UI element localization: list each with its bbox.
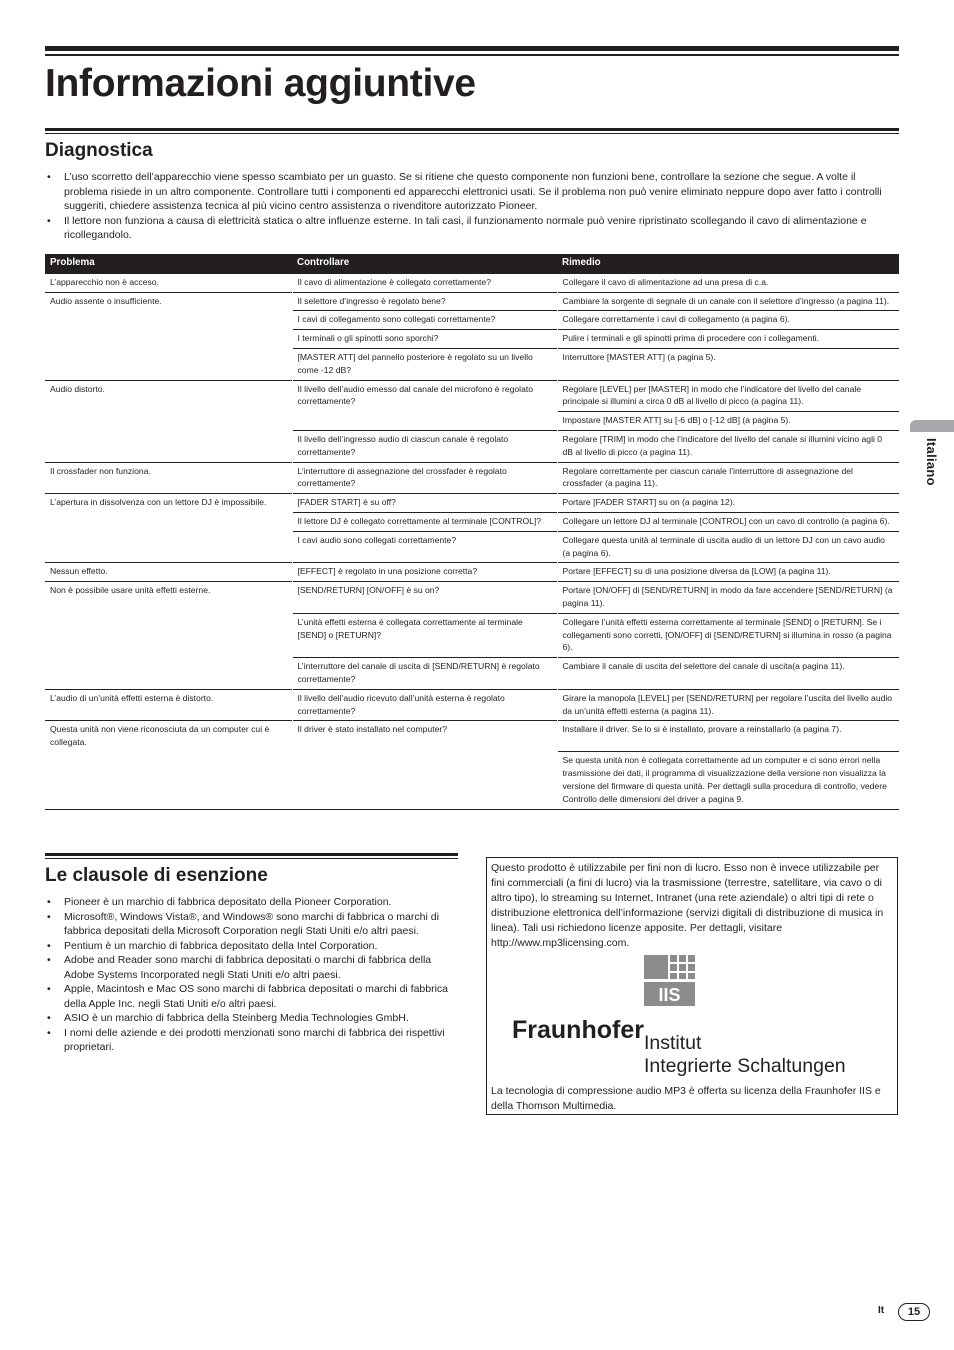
license-box xyxy=(486,857,898,1115)
table-row xyxy=(45,752,899,809)
check-cell: Il livello dell’audio emesso dal canale del microfono è regolato correttamente? xyxy=(292,380,557,412)
problem-cell xyxy=(45,430,292,462)
problem-cell xyxy=(45,412,292,431)
check-cell: L’interruttore di assegnazione del crossfader è regolato correttamente? xyxy=(292,462,557,494)
check-cell: [SEND/RETURN] [ON/OFF] è su on? xyxy=(292,582,557,614)
remedy-cell: Interruttore [MASTER ATT] (a pagina 5). xyxy=(557,348,899,380)
diagnostics-bullet: • L’uso scorretto dell’apparecchio viene spesso scambiato per un guasto. Se si ritiene che questo componente non funzioni bene, controllare la sezione che segue. A volte il problema risiede in un altro componente. Controllare tutti i componenti ed apparecchi elettronici usati. Se il problema non può venire eliminato neppure dopo aver fatto i controlli suggeriti, chiedere assistenza tecnica al più vicino centro assistenza o rivenditore autorizzato Pioneer. xyxy=(45,170,885,214)
problem-cell: L’apertura in dissolvenza con un lettore DJ è impossibile. xyxy=(45,494,292,513)
problem-cell: L’audio di un’unità effetti esterna è distorto. xyxy=(45,689,292,721)
institute-line-2: Integrierte Schaltungen xyxy=(644,1055,846,1077)
table-row xyxy=(45,689,899,721)
check-cell: [FADER START] è su off? xyxy=(292,494,557,513)
check-cell: L’interruttore del canale di uscita di [SEND/RETURN] è regolato correttamente? xyxy=(292,658,557,690)
remedy-cell: Girare la manopola [LEVEL] per [SEND/RETURN] per regolare l’uscita del livello audio da un’unità effetti esterna (a pagina 11). xyxy=(557,689,899,721)
table-row xyxy=(45,292,899,311)
check-cell: Il cavo di alimentazione è collegato correttamente? xyxy=(292,273,557,292)
disclaimer-bullet: • Pentium è un marchio di fabbrica depositato della Intel Corporation. xyxy=(45,939,460,954)
remedy-cell: Collegare un lettore DJ al terminale [CONTROL] con un cavo di controllo (a pagina 6). xyxy=(557,512,899,531)
check-cell: I cavi audio sono collegati correttamente? xyxy=(292,531,557,563)
diagnostics-title: Diagnostica xyxy=(45,140,153,161)
section-rule-thick xyxy=(45,128,899,131)
table-row xyxy=(45,531,899,563)
page-number: 15 xyxy=(898,1303,930,1321)
table-row xyxy=(45,430,899,462)
remedy-cell: Portare [EFFECT] su di una posizione diversa da [LOW] (a pagina 11). xyxy=(557,563,899,582)
remedy-cell: Cambiare il canale di uscita del selettore del canale di uscita(a pagina 11). xyxy=(557,658,899,690)
problem-cell: Audio distorto. xyxy=(45,380,292,412)
problem-cell: Non è possibile usare unità effetti esterne. xyxy=(45,582,292,614)
disclaimer-bullet: • ASIO è un marchio di fabbrica della Steinberg Media Technologies GmbH. xyxy=(45,1011,460,1026)
problem-cell xyxy=(45,348,292,380)
check-cell xyxy=(292,752,557,809)
table-body xyxy=(45,273,899,809)
disclaimer-bullet: • Microsoft®, Windows Vista®, and Windows® sono marchi di fabbrica o marchi di fabbrica depositati della Microsoft Corporation negli Stati Uniti e/o altri paesi. xyxy=(45,910,460,939)
disclaimer-bullet: • Pioneer è un marchio di fabbrica depositato della Pioneer Corporation. xyxy=(45,895,460,910)
remedy-cell: Collegare l’unità effetti esterna correttamente al terminale [SEND] o [RETURN]. Se i collegamenti sono corretti, [ON/OFF] di [SEND/RETURN] si illumina in rosso (a pagina 6). xyxy=(557,613,899,657)
check-cell: I cavi di collegamento sono collegati correttamente? xyxy=(292,311,557,330)
remedy-cell: Collegare il cavo di alimentazione ad una presa di c.a. xyxy=(557,273,899,292)
institute-line-1: Institut xyxy=(644,1032,702,1054)
check-cell xyxy=(292,412,557,431)
remedy-cell: Regolare [LEVEL] per [MASTER] in modo che l’indicatore del livello del canale principale si illumini a circa 0 dB al livello di picco (a pagina 11). xyxy=(557,380,899,412)
problem-cell: Nessun effetto. xyxy=(45,563,292,582)
remedy-cell: Portare [FADER START] su on (a pagina 12). xyxy=(557,494,899,513)
disclaimer-bullets xyxy=(45,895,460,1055)
table-row xyxy=(45,582,899,614)
table-row xyxy=(45,658,899,690)
disclaimer-title: Le clausole di esenzione xyxy=(45,865,268,886)
table-row xyxy=(45,412,899,431)
table-row xyxy=(45,563,899,582)
check-cell: [EFFECT] è regolato in una posizione corretta? xyxy=(292,563,557,582)
remedy-cell: Cambiare la sorgente di segnale di un canale con il selettore d’ingresso (a pagina 11). xyxy=(557,292,899,311)
table-row xyxy=(45,721,899,752)
table-row xyxy=(45,613,899,657)
disclaimer-bullet: • Adobe and Reader sono marchi di fabbrica depositati o marchi di fabbrica della Adobe Systems Incorporated negli Stati Uniti e/o altri paesi. xyxy=(45,953,460,982)
problem-cell xyxy=(45,658,292,690)
check-cell: Il livello dell’ingresso audio di ciascun canale è regolato correttamente? xyxy=(292,430,557,462)
table-row xyxy=(45,512,899,531)
check-cell: Il driver è stato installato nel computer? xyxy=(292,721,557,752)
check-cell: Il selettore d’ingresso è regolato bene? xyxy=(292,292,557,311)
language-tab-label: Italiano xyxy=(924,438,939,486)
check-cell: Il livello dell’audio ricevuto dall’unità esterna è regolato correttamente? xyxy=(292,689,557,721)
problem-cell xyxy=(45,752,292,809)
remedy-cell: Installare il driver. Se lo si è installato, provare a reinstallarlo (a pagina 7). xyxy=(557,721,899,752)
disclaimer-bullet: • Apple, Macintosh e Mac OS sono marchi di fabbrica depositati o marchi di fabbrica della Apple Inc. negli Stati Uniti e/o altri paesi. xyxy=(45,982,460,1011)
remedy-cell: Portare [ON/OFF] di [SEND/RETURN] in modo da fare accendere [SEND/RETURN] (a pagina 11). xyxy=(557,582,899,614)
table-row xyxy=(45,311,899,330)
check-cell: I terminali o gli spinotti sono sporchi? xyxy=(292,330,557,349)
top-rule-thin xyxy=(45,54,899,56)
remedy-cell: Pulire i terminali e gli spinotti prima di procedere con i collegamenti. xyxy=(557,330,899,349)
problem-cell: Questa unità non viene riconosciuta da un computer cui è collegata. xyxy=(45,721,292,752)
check-cell: [MASTER ATT] del pannello posteriore è regolato su un livello come -12 dB? xyxy=(292,348,557,380)
license-footer: La tecnologia di compressione audio MP3 è offerta su licenza della Fraunhofer IIS e della Thomson Multimedia. xyxy=(491,1085,881,1112)
header-remedy: Rimedio xyxy=(557,254,899,273)
language-tab-marker xyxy=(910,420,954,432)
disclaimer-bullet: • I nomi delle aziende e dei prodotti menzionati sono marchi di fabbrica dei rispettivi proprietari. xyxy=(45,1026,460,1055)
license-text: Questo prodotto è utilizzabile per fini non di lucro. Esso non è invece utilizzabile per fini commerciali (a fini di lucro) via la trasmissione (terrestre, satellitare, via cavo o di altro tipo), lo streaming su Internet, Intranet (una rete aziendale) o altri tipi di rete o distribuzione elettronica dell’informazione (servizi digitali di distribuzione di musica in linea). Tali usi richiedono licenze apposite. Per dettagli, visitare http://www.mp3licensing.com. xyxy=(491,862,884,949)
problem-cell: Il crossfader non funziona. xyxy=(45,462,292,494)
iis-logo xyxy=(644,955,696,1007)
remedy-cell: Se questa unità non è collegata correttamente ad un computer e ci sono errori nella trasmissione dei dati, il programma di visualizzazione della versione non visualizza la versione del firmware di questa unità. Per dettagli sulla procedura di controllo, vedere Controllo delle dimensioni del driver a pagina 9. xyxy=(557,752,899,809)
disclaimer-rule-thick xyxy=(45,853,458,856)
problem-cell xyxy=(45,613,292,657)
fraunhofer-wordmark: Fraunhofer xyxy=(512,1016,644,1044)
diagnostics-bullets xyxy=(45,170,885,243)
diagnostics-table xyxy=(45,254,899,810)
table-row xyxy=(45,462,899,494)
header-check: Controllare xyxy=(292,254,557,273)
table-row xyxy=(45,380,899,412)
table-row xyxy=(45,494,899,513)
header-problem: Problema xyxy=(45,254,292,273)
check-cell: L’unità effetti esterna è collegata correttamente al terminale [SEND] o [RETURN]? xyxy=(292,613,557,657)
page-title: Informazioni aggiuntive xyxy=(45,62,476,105)
table-row xyxy=(45,348,899,380)
problem-cell xyxy=(45,512,292,531)
remedy-cell: Collegare correttamente i cavi di collegamento (a pagina 6). xyxy=(557,311,899,330)
remedy-cell: Impostare [MASTER ATT] su [-6 dB] o [-12 dB] (a pagina 5). xyxy=(557,412,899,431)
table-row xyxy=(45,273,899,292)
problem-cell: L’apparecchio non è acceso. xyxy=(45,273,292,292)
problem-cell xyxy=(45,311,292,330)
problem-cell: Audio assente o insufficiente. xyxy=(45,292,292,311)
remedy-cell: Regolare [TRIM] in modo che l’indicatore del livello del canale si illumini vicino agli 0 dB al livello di picco (a pagina 11). xyxy=(557,430,899,462)
problem-cell xyxy=(45,330,292,349)
top-rule-thick xyxy=(45,46,899,51)
remedy-cell: Regolare correttamente per ciascun canale l’interruttore di assegnazione del crossfader (a pagina 11). xyxy=(557,462,899,494)
iis-logo-text: IIS xyxy=(658,985,681,1005)
table-row xyxy=(45,330,899,349)
table-header-row xyxy=(45,254,899,273)
check-cell: Il lettore DJ è collegato correttamente al terminale [CONTROL]? xyxy=(292,512,557,531)
fraunhofer-institute xyxy=(644,1032,846,1078)
page-language: It xyxy=(878,1305,885,1316)
remedy-cell: Collegare questa unità al terminale di uscita audio di un lettore DJ con un cavo audio (a pagina 6). xyxy=(557,531,899,563)
problem-cell xyxy=(45,531,292,563)
section-rule-thin xyxy=(45,133,899,134)
diagnostics-bullet: • Il lettore non funziona a causa di elettricità statica o altre influenze esterne. In tali casi, il funzionamento normale può venire ripristinato scollegando il cavo di alimentazione e ricollegandolo. xyxy=(45,214,885,243)
disclaimer-rule-thin xyxy=(45,858,458,859)
